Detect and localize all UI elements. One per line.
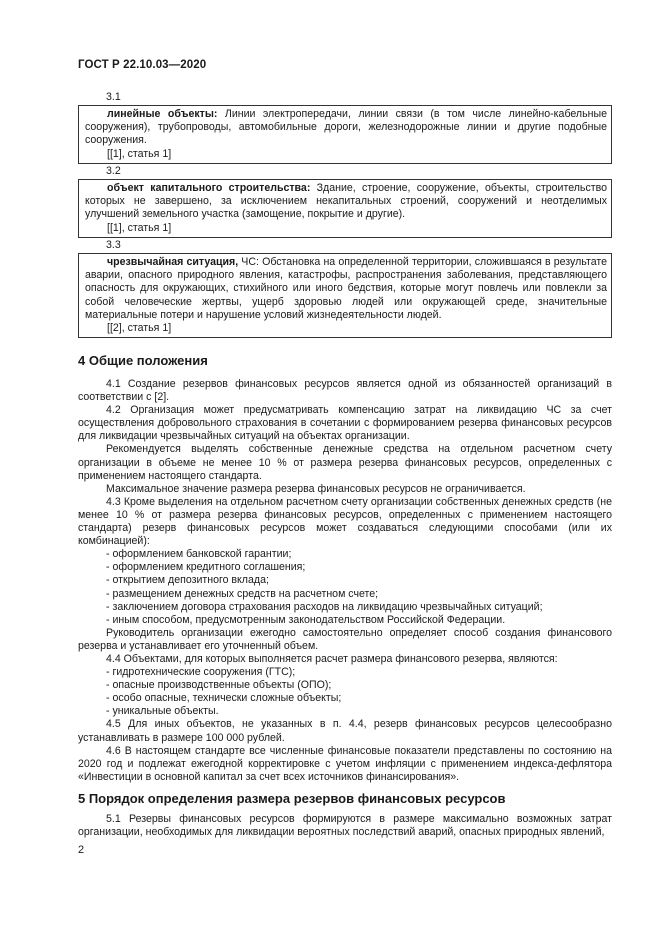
paragraph: - размещением денежных средств на расчетном счете; — [106, 587, 379, 600]
term-reference: [[1], статья 1] — [107, 147, 172, 160]
term-definition — [85, 108, 607, 148]
term-name: объект капитального строительства: — [107, 182, 311, 194]
section-heading: 5 Порядок определения размера резервов финансовых ресурсов — [78, 791, 506, 806]
paragraph: 4.2 Организация может предусматривать компенсацию затрат на ликвидацию ЧС за счет осуществления добровольного страхования в сочетании с формированием резерва финансовых ресурсов для ликвидации чрезвычайных ситуаций на объектах организации. — [78, 404, 612, 443]
term-text: ЧС: Обстановка на определенной территории, сложившаяся в результате аварии, опасного природного явления, катастрофы, распространения заболевания, представляющего опасность для окружающих, стихийного или иного бедствия, которые могут повлечь или повлекли за собой человеческие жертвы, ущерб здоровью людей или окружающей среде, значительные материальные потери и нарушение условий жизнедеятельности людей. — [85, 256, 607, 321]
term-number: 3.3 — [106, 239, 121, 251]
term-box — [78, 179, 612, 238]
paragraph: Максимальное значение размера резерва финансовых ресурсов не ограничивается. — [106, 482, 526, 495]
term-name: чрезвычайная ситуация, — [107, 256, 239, 268]
document-header: ГОСТ Р 22.10.03—2020 — [78, 59, 207, 71]
term-number: 3.2 — [106, 165, 121, 177]
term-definition — [85, 256, 607, 322]
paragraph: Руководитель организации ежегодно самостоятельно определяет способ создания финансового резерва и устанавливает его уточненный объем. — [78, 626, 612, 652]
section-body — [78, 813, 612, 839]
term-reference: [[1], статья 1] — [107, 221, 172, 234]
paragraph: 4.5 Для иных объектов, не указанных в п. 4.4, резерв финансовых ресурсов целесообразно устанавливать в размере 100 000 рублей. — [78, 718, 612, 744]
term-reference: [[2], статья 1] — [107, 322, 172, 335]
term-box — [78, 253, 612, 338]
term-name: линейные объекты: — [107, 108, 218, 120]
paragraph: - особо опасные, технически сложные объекты; — [106, 692, 342, 705]
paragraph: 5.1 Резервы финансовых ресурсов формируются в размере максимально возможных затрат организации, необходимых для ликвидации вероятных последствий аварий, опасных природных явлений, — [78, 813, 612, 839]
term-text: Линии электропередачи, линии связи (в том числе линейно-кабельные сооружения), трубопроводы, автомобильные дороги, железнодорожные линии и другие подобные сооружения. — [85, 108, 607, 147]
term-number: 3.1 — [106, 91, 121, 103]
paragraph: 4.3 Кроме выделения на отдельном расчетном счету организации собственных денежных средств (не менее 10 % от размера резерва финансовых ресурсов, определенных с применением настоящего стандарта) резерв финансовых ресурсов может создаваться следующими способами (или их комбинацией): — [78, 495, 612, 548]
term-text: Здание, строение, сооружение, объекты, строительство которых не завершено, за исключением некапитальных строений, сооружений и неотделимых улучшений земельного участка (замощение, покрытие и другие). — [85, 182, 607, 221]
paragraph: - опасные производственные объекты (ОПО); — [106, 679, 332, 692]
term-definition — [85, 182, 607, 222]
paragraph: - оформлением кредитного соглашения; — [106, 561, 306, 574]
paragraph: - гидротехнические сооружения (ГТС); — [106, 666, 296, 679]
section-heading: 4 Общие положения — [78, 353, 208, 368]
paragraph: 4.1 Создание резервов финансовых ресурсов является одной из обязанностей организаций в соответствии с [2]. — [78, 378, 612, 404]
paragraph: - уникальные объекты. — [106, 705, 219, 718]
paragraph: 4.6 В настоящем стандарте все численные финансовые показатели представлены по состоянию на 2020 год и подлежат ежегодной корректировке с учетом инфляции с применением индекса-дефлятора «Инвестиции в основной капитал за счет всех источников финансирования». — [78, 744, 612, 783]
paragraph: - иным способом, предусмотренным законодательством Российской Федерации. — [106, 613, 506, 626]
paragraph: - заключением договора страхования расходов на ликвидацию чрезвычайных ситуаций; — [106, 600, 543, 613]
page-number: 2 — [78, 844, 85, 856]
section-body — [78, 378, 612, 784]
paragraph: - оформлением банковской гарантии; — [106, 548, 292, 561]
paragraph: Рекомендуется выделять собственные денежные средства на отдельном расчетном счету организации в объеме не менее 10 % от размера резерва финансовых ресурсов, определенных с применением настоящего стандарта. — [78, 443, 612, 482]
term-box — [78, 105, 612, 164]
paragraph: - открытием депозитного вклада; — [106, 574, 269, 587]
paragraph: 4.4 Объектами, для которых выполняется расчет размера финансового резерва, являются: — [106, 652, 558, 665]
